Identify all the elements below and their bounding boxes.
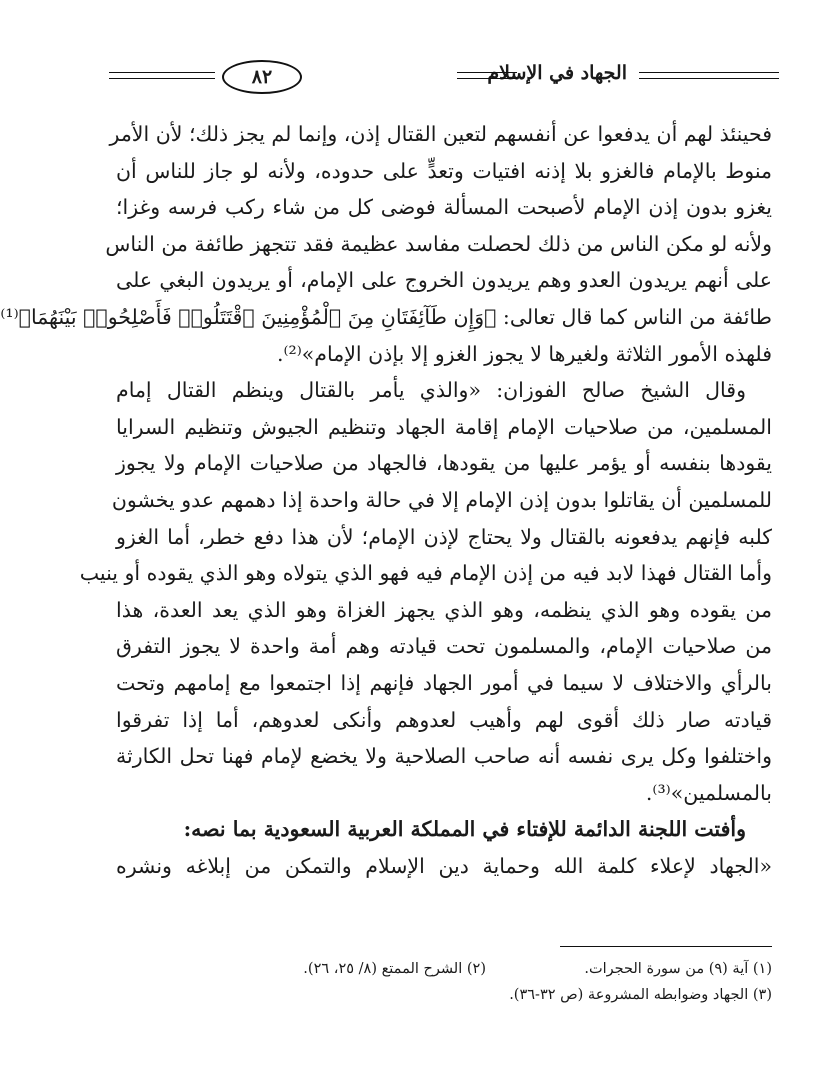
running-title: الجهاد في الإسلام bbox=[487, 62, 627, 84]
text-line: فحينئذ لهم أن يدفعوا عن أنفسهم لتعين القتال إذن، وإنما لم يجز ذلك؛ لأن الأمر bbox=[109, 122, 772, 146]
text-line: من صلاحيات الإمام، والمسلمون تحت قيادته وهم أمة واحدة لا يجوز التفرق bbox=[116, 634, 772, 659]
text-line: المسلمين، من صلاحيات الإمام إقامة الجهاد وتنظيم الجيوش وتنظيم السرايا bbox=[116, 414, 772, 439]
main-text bbox=[0, 116, 772, 884]
quote-start-line: «الجهاد لإعلاء كلمة الله وحماية دين الإسلام والتمكن من إبلاغه ونشره bbox=[116, 853, 772, 878]
text-line: فلهذه الأمور الثلاثة ولغيرها لا يجوز الغزو إلا بإذن الإمام»⁽²⁾. bbox=[276, 341, 772, 366]
footnote-row bbox=[116, 982, 772, 1008]
footnote-row bbox=[116, 956, 772, 982]
footnote-3: (٣) الجهاد وضوابطه المشروعة (ص ٣٢-٣٦). bbox=[509, 987, 772, 1003]
text-line: قيادته صار ذلك أقوى لهم وأهيب لعدوهم وأنكى لعدوهم، أما إذا تفرقوا bbox=[116, 707, 772, 732]
text-line: بالرأي والاختلاف لا سيما في أمور الجهاد فإنهم إذا اجتمعوا مع إمامهم وتحت bbox=[116, 670, 772, 695]
text-line: وأما القتال فهذا لابد فيه من إذن الإمام فيه فهو الذي يتولاه وهو الذي يقوده أو ينيب bbox=[79, 561, 772, 586]
fatwa-intro-line: وأفتت اللجنة الدائمة للإفتاء في المملكة العربية السعودية بما نصه: bbox=[183, 817, 746, 842]
footnote-2: (٢) الشرح الممتع (٨/ ٢٥، ٢٦). bbox=[303, 961, 486, 977]
header-rule-middle bbox=[457, 72, 517, 79]
text-line: يقودها بنفسه أو يؤمر عليها من يقودها، فالجهاد من صلاحيات الإمام ولا يجوز bbox=[116, 451, 772, 476]
footnote-separator bbox=[560, 946, 772, 947]
footnotes bbox=[116, 956, 772, 1008]
paragraph-start-line: وقال الشيخ صالح الفوزان: «والذي يأمر بالقتال وينظم القتال إمام bbox=[116, 378, 746, 403]
text-line: للمسلمين أن يقاتلوا بدون إذن الإمام إلا في حالة واحدة إذا دهمهم عدو يخشون bbox=[111, 487, 772, 512]
text-line: على أنهم يريدون العدو وهم يريدون الخروج على الإمام، أو يريدون البغي على bbox=[116, 268, 772, 293]
footnote-1: (١) آية (٩) من سورة الحجرات. bbox=[584, 961, 772, 977]
header-rule-left bbox=[109, 72, 215, 79]
text-line: بالمسلمين»⁽³⁾. bbox=[645, 780, 772, 805]
text-line: منوط بالإمام فالغزو بلا إذنه افتيات وتعدٍّ على حدوده، ولأنه لو جاز للناس أن bbox=[116, 158, 772, 183]
page-header bbox=[109, 58, 779, 94]
text-line: كلبه فإنهم يدفعونه بالقتال ولا يحتاج لإذن الإمام؛ لأن هذا دفع خطر، أما الغزو bbox=[116, 524, 772, 549]
text-line: يغزو بدون إذن الإمام لأصبحت المسألة فوضى كل من شاء ركب فرسه وغزا؛ bbox=[116, 195, 772, 220]
header-rule-right bbox=[639, 72, 779, 79]
text-line: ولأنه لو مكن الناس من ذلك لحصلت مفاسد عظيمة فقد تتجهز طائفة من الناس bbox=[105, 231, 772, 256]
text-line: واختلفوا وكل يرى نفسه أنه صاحب الصلاحية ولا يخضع لإمام فهنا تحل الكارثة bbox=[116, 744, 772, 769]
text-line-quran-verse: طائفة من الناس كما قال تعالى: ﴿وَإِن طَآئِفَتَانِ مِنَ ٱلْمُؤْمِنِينَ ٱقْتَتَلُوا۟ فَأَصْلِحُوا۟ بَيْنَهُمَا﴾⁽¹⁾ bbox=[0, 304, 772, 329]
text-line: من يقوده وهو الذي ينظمه، وهو الذي يجهز الغزاة وهو الذي يعد العدة، هذا bbox=[116, 597, 772, 622]
page-number: ٨٢ bbox=[222, 60, 302, 94]
